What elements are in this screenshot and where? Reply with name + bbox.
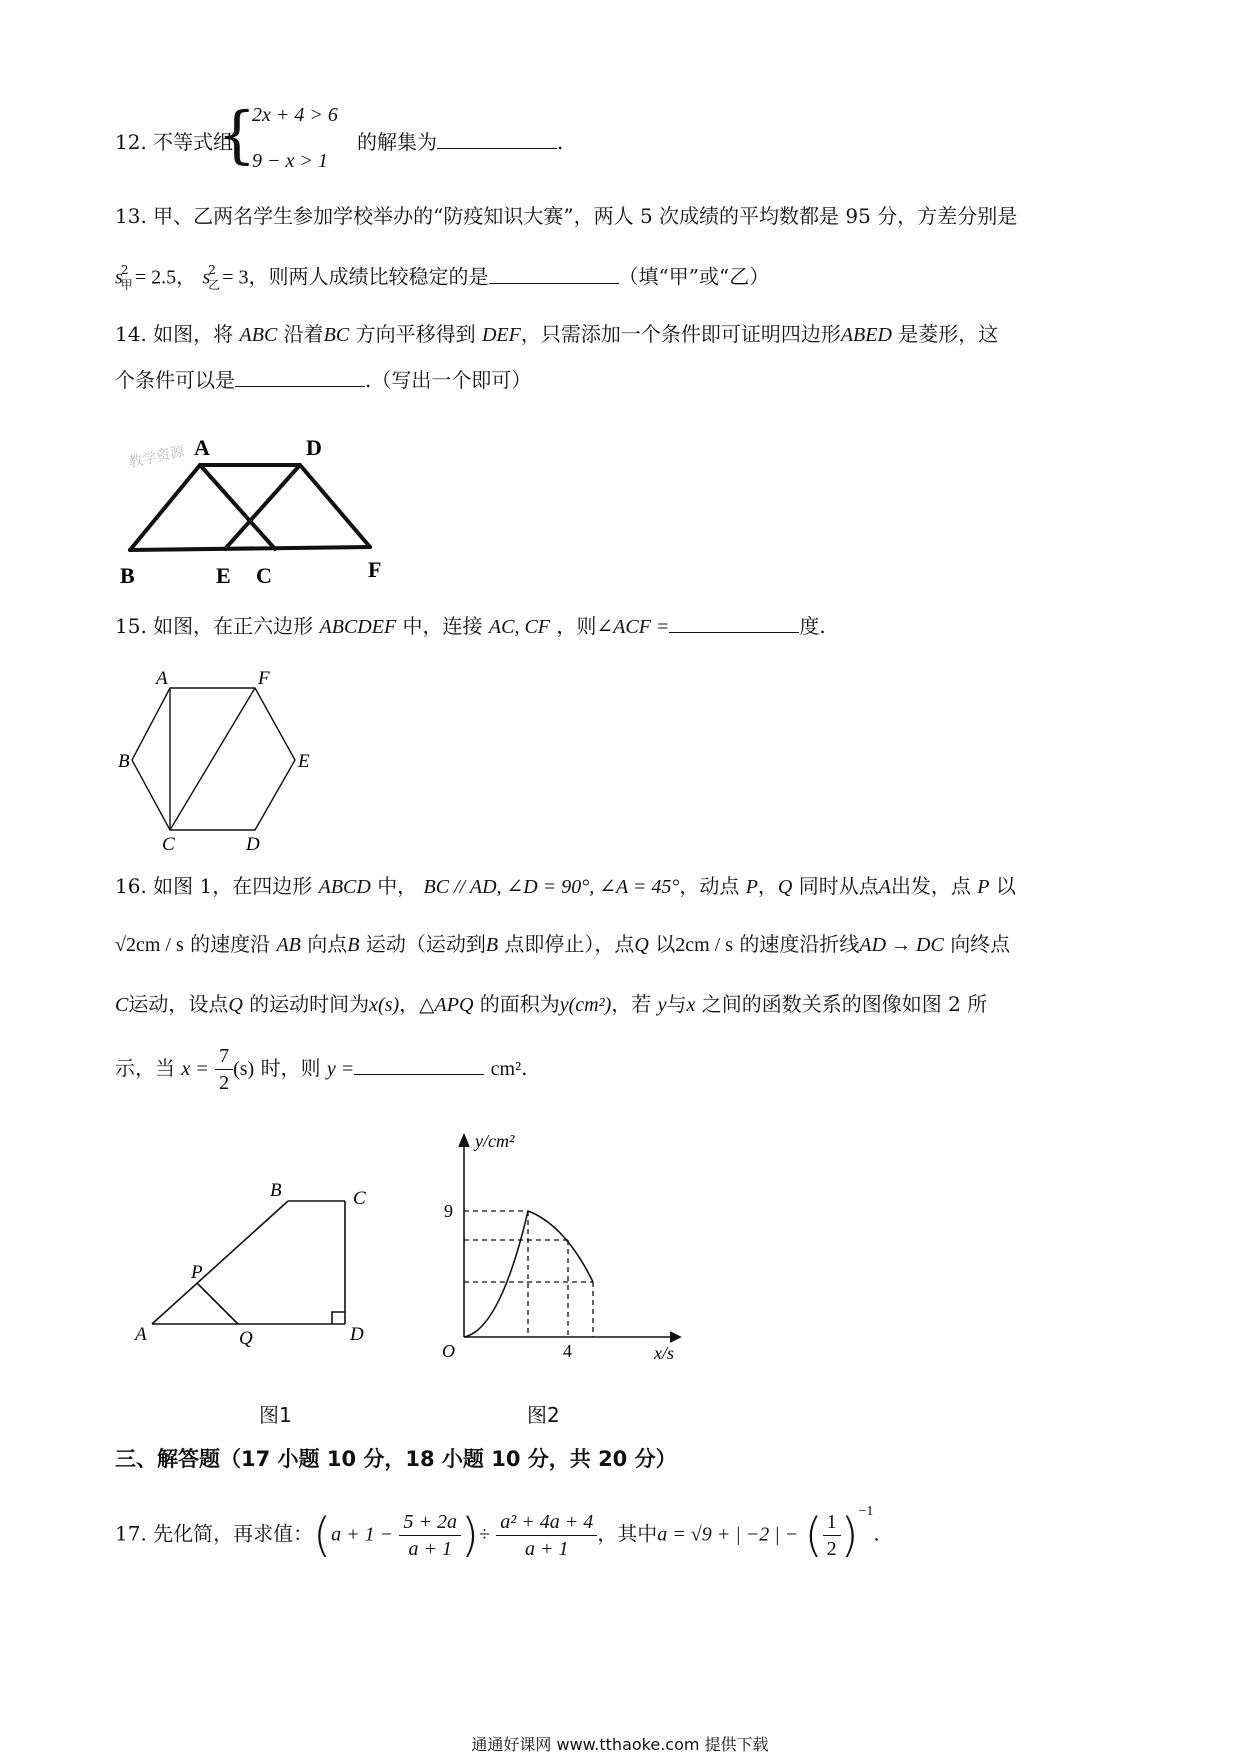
label-A: A bbox=[135, 1324, 147, 1345]
question-12-tail: 的解集为 . bbox=[357, 130, 564, 154]
question-13-line1: 13. 甲、乙两名学生参加学校举办的“防疫知识大赛”，两人 5 次成绩的平均数都是 95 分，方差分别是 bbox=[115, 204, 1018, 228]
section-heading: 三、解答题（17 小题 10 分，18 小题 10 分，共 20 分） bbox=[115, 1447, 677, 1471]
answer-blank[interactable] bbox=[669, 612, 799, 633]
inequality-2: 9 − x > 1 bbox=[252, 150, 328, 172]
figure-hexagon bbox=[110, 670, 330, 855]
figure-2-graph bbox=[420, 1125, 690, 1375]
fraction: $\frac{7}{2}$ bbox=[215, 1043, 233, 1096]
label-C: C bbox=[353, 1188, 366, 1209]
label-Q: Q bbox=[239, 1328, 253, 1349]
question-16-line3: C运动，设点Q 的运动时间为x(s)，△APQ 的面积为y(cm²)，若 y与x 之间的函数关系的图像如图 2 所 bbox=[115, 992, 988, 1016]
question-16-line2: √2cm / s 的速度沿 AB 向点B 运动（运动到B 点即停止），点Q 以2cm / s 的速度沿折线AD → DC 向终点 bbox=[115, 932, 1011, 956]
question-12: 12. 不等式组 bbox=[115, 130, 234, 154]
label-A: A bbox=[194, 435, 210, 460]
fraction-2: $\frac{\text{a² + 4a + 4}}{a + 1}$ bbox=[496, 1509, 597, 1562]
question-17: 17. 先化简，再求值：(a + 1 − $\frac{5 + 2a}{a + 1}$ )÷ $\frac{\text{a² + 4a + 4}}{a + 1}$ ，其中a = √9 + | −2 | − ( $\frac{1}{2}$ )$^{-1}$. bbox=[115, 1504, 880, 1563]
inequality-1: 2x + 4 > 6 bbox=[252, 104, 338, 126]
fraction-3: $\frac{1}{2}$ bbox=[823, 1509, 841, 1562]
y-axis-label: y/cm² bbox=[475, 1131, 515, 1151]
question-15: 15. 如图，在正六边形 ABCDEF 中，连接 AC, CF ，则∠ACF = 度. bbox=[115, 614, 826, 638]
question-16-line1: 16. 如图 1，在四边形 ABCD 中， BC // AD, ∠D = 90°, ∠A = 45°，动点 P，Q 同时从点A出发，点 P 以 bbox=[115, 874, 1016, 898]
question-16-line4: 示，当 x = $\frac{7}{2}$ (s) 时，则 y = cm². bbox=[115, 1045, 528, 1094]
figure-translation bbox=[120, 425, 420, 595]
brace: { bbox=[217, 98, 257, 171]
label-A: A bbox=[156, 670, 168, 689]
label-E: E bbox=[298, 751, 310, 772]
question-13-line2: $s_甲^2 = 2.5$， $s_乙^2 = 3$，则两人成绩比较稳定的是 （填“甲”或“乙） bbox=[115, 263, 770, 292]
label-C: C bbox=[256, 563, 272, 588]
label-C: C bbox=[162, 834, 175, 855]
watermark: 教学资源 bbox=[127, 444, 186, 471]
label-E: E bbox=[216, 563, 231, 588]
label-B: B bbox=[118, 751, 130, 772]
footer: 通通好课网 www.tthaoke.com 提供下载 bbox=[471, 1735, 769, 1754]
label-D: D bbox=[350, 1324, 364, 1345]
label-B: B bbox=[270, 1180, 282, 1201]
figure-1-trapezoid bbox=[125, 1160, 385, 1370]
answer-blank[interactable] bbox=[489, 263, 619, 284]
label-F: F bbox=[258, 670, 270, 689]
answer-blank[interactable] bbox=[235, 366, 365, 387]
question-14-line2: 个条件可以是 .（写出一个即可） bbox=[115, 368, 532, 392]
figure-1-caption: 图1 bbox=[259, 1403, 292, 1427]
tick-label-9: 9 bbox=[444, 1201, 453, 1221]
figure-2-caption: 图2 bbox=[527, 1403, 560, 1427]
fraction-1: $\frac{5 + 2a}{a + 1}$ bbox=[399, 1509, 461, 1562]
x-axis-label: x/s bbox=[654, 1343, 674, 1363]
tick-label-4: 4 bbox=[563, 1341, 572, 1361]
answer-blank[interactable] bbox=[437, 128, 557, 149]
answer-blank[interactable] bbox=[354, 1054, 484, 1075]
label-D: D bbox=[306, 435, 322, 460]
label-D: D bbox=[246, 834, 260, 855]
origin-label: O bbox=[442, 1341, 455, 1361]
label-P: P bbox=[191, 1262, 203, 1283]
question-14-line1: 14. 如图，将 ABC 沿着BC 方向平移得到 DEF，只需添加一个条件即可证明四边形ABED 是菱形，这 bbox=[115, 322, 999, 346]
label-F: F bbox=[368, 557, 382, 582]
label-B: B bbox=[120, 563, 135, 588]
